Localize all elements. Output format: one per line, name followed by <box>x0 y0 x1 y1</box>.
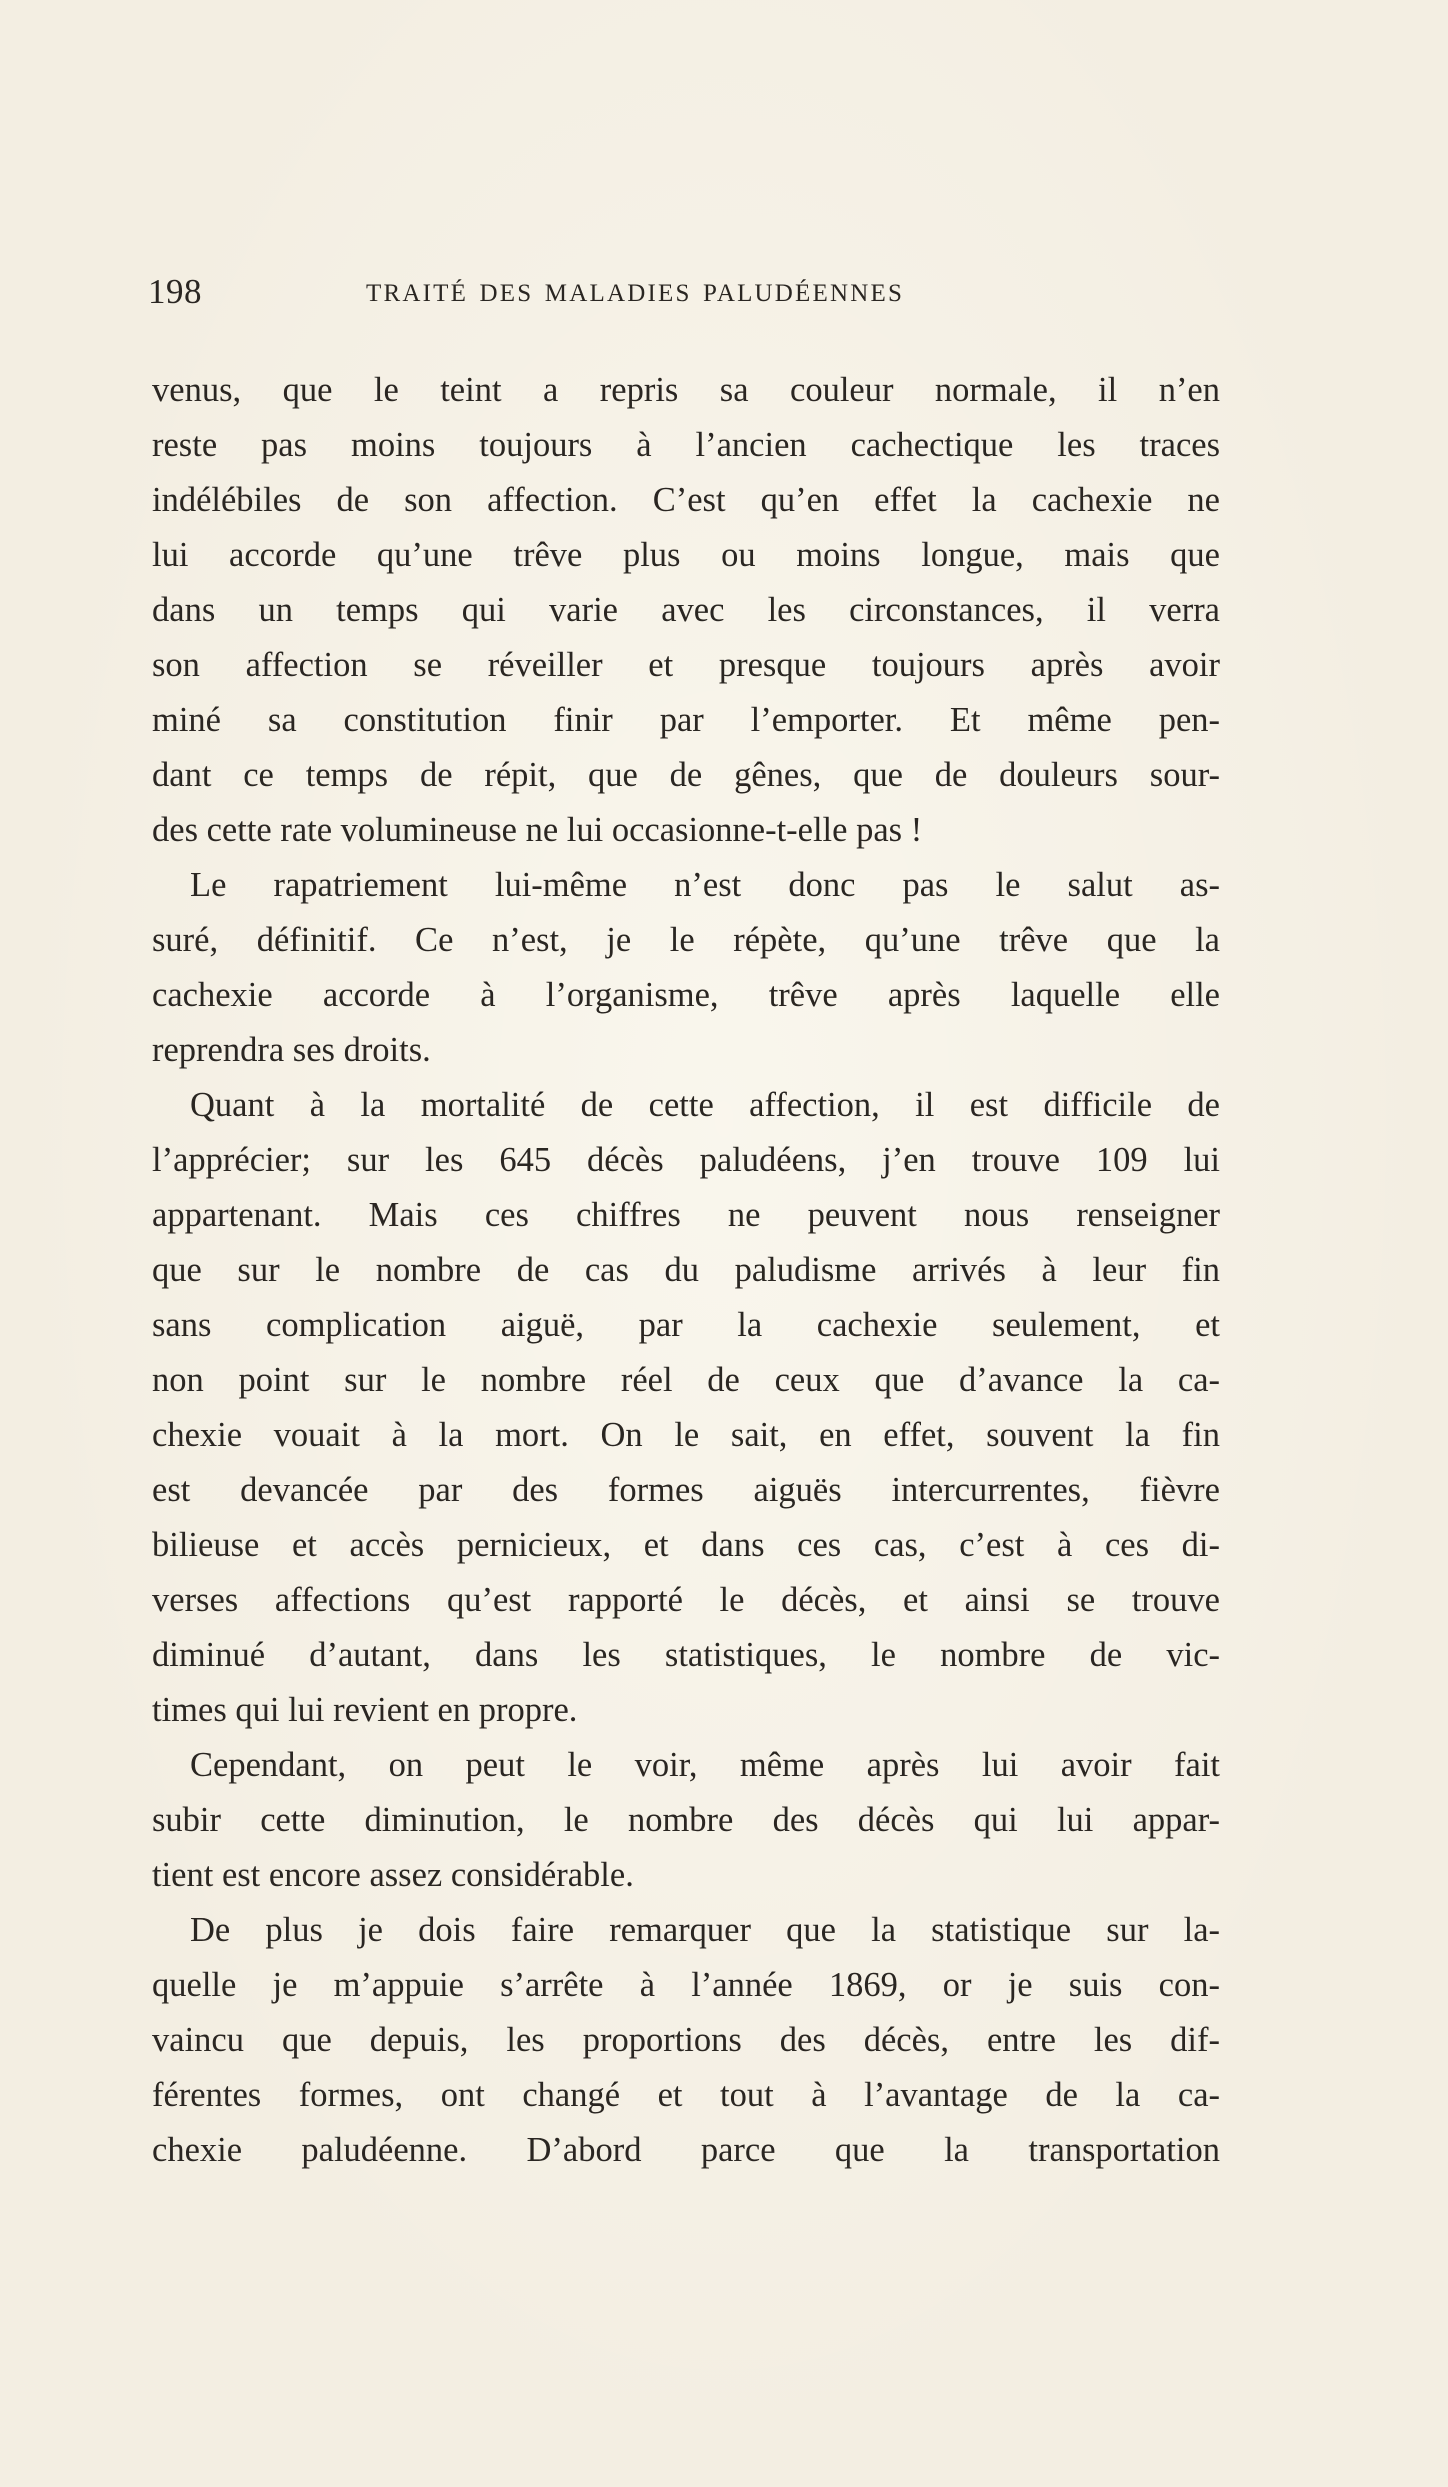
text-line: chexie paludéenne. D’abord parce que la transportation <box>152 2131 1220 2169</box>
text-line: venus, que le teint a repris sa couleur normale, il n’en <box>152 371 1220 409</box>
text-line: miné sa constitution finir par l’emporter. Et même pen- <box>152 701 1220 739</box>
text-line: diminué d’autant, dans les statistiques, le nombre de vic- <box>152 1636 1220 1674</box>
text-line: suré, définitif. Ce n’est, je le répète, qu’une trêve que la <box>152 921 1220 959</box>
text-line: indélébiles de son affection. C’est qu’en effet la cachexie ne <box>152 481 1220 519</box>
text-line: bilieuse et accès pernicieux, et dans ces cas, c’est à ces di- <box>152 1526 1220 1564</box>
text-line: l’apprécier; sur les 645 décès paludéens, j’en trouve 109 lui <box>152 1141 1220 1179</box>
text-line: Le rapatriement lui-même n’est donc pas le salut as- <box>190 866 1220 904</box>
running-title: TRAITÉ DES MALADIES PALUDÉENNES <box>366 280 905 307</box>
text-line: times qui lui revient en propre. <box>152 1691 578 1729</box>
text-line: non point sur le nombre réel de ceux que d’avance la ca- <box>152 1361 1220 1399</box>
text-line: son affection se réveiller et presque toujours après avoir <box>152 646 1220 684</box>
text-line: cachexie accorde à l’organisme, trêve après laquelle elle <box>152 976 1220 1014</box>
text-line: lui accorde qu’une trêve plus ou moins longue, mais que <box>152 536 1220 574</box>
body-text <box>152 363 1220 2178</box>
text-line: dans un temps qui varie avec les circonstances, il verra <box>152 591 1220 629</box>
page-number: 198 <box>148 272 202 311</box>
text-line: appartenant. Mais ces chiffres ne peuvent nous renseigner <box>152 1196 1220 1234</box>
text-line: subir cette diminution, le nombre des décès qui lui appar- <box>152 1801 1220 1839</box>
text-line: Cependant, on peut le voir, même après lui avoir fait <box>190 1746 1220 1784</box>
text-line: que sur le nombre de cas du paludisme arrivés à leur fin <box>152 1251 1220 1289</box>
text-line: sans complication aiguë, par la cachexie seulement, et <box>152 1306 1220 1344</box>
text-line: reste pas moins toujours à l’ancien cachectique les traces <box>152 426 1220 464</box>
text-line: chexie vouait à la mort. On le sait, en effet, souvent la fin <box>152 1416 1220 1454</box>
text-line: des cette rate volumineuse ne lui occasionne-t-elle pas ! <box>152 811 923 849</box>
text-line: férentes formes, ont changé et tout à l’avantage de la ca- <box>152 2076 1220 2114</box>
text-line: reprendra ses droits. <box>152 1031 431 1069</box>
running-head <box>148 272 1220 320</box>
text-line: quelle je m’appuie s’arrête à l’année 1869, or je suis con- <box>152 1966 1220 2004</box>
text-line: est devancée par des formes aiguës intercurrentes, fièvre <box>152 1471 1220 1509</box>
text-line: vaincu que depuis, les proportions des décès, entre les dif- <box>152 2021 1220 2059</box>
text-line: verses affections qu’est rapporté le décès, et ainsi se trouve <box>152 1581 1220 1619</box>
text-line: tient est encore assez considérable. <box>152 1856 634 1894</box>
text-line: De plus je dois faire remarquer que la statistique sur la- <box>190 1911 1220 1949</box>
text-line: dant ce temps de répit, que de gênes, que de douleurs sour- <box>152 756 1220 794</box>
text-line: Quant à la mortalité de cette affection, il est difficile de <box>190 1086 1220 1124</box>
